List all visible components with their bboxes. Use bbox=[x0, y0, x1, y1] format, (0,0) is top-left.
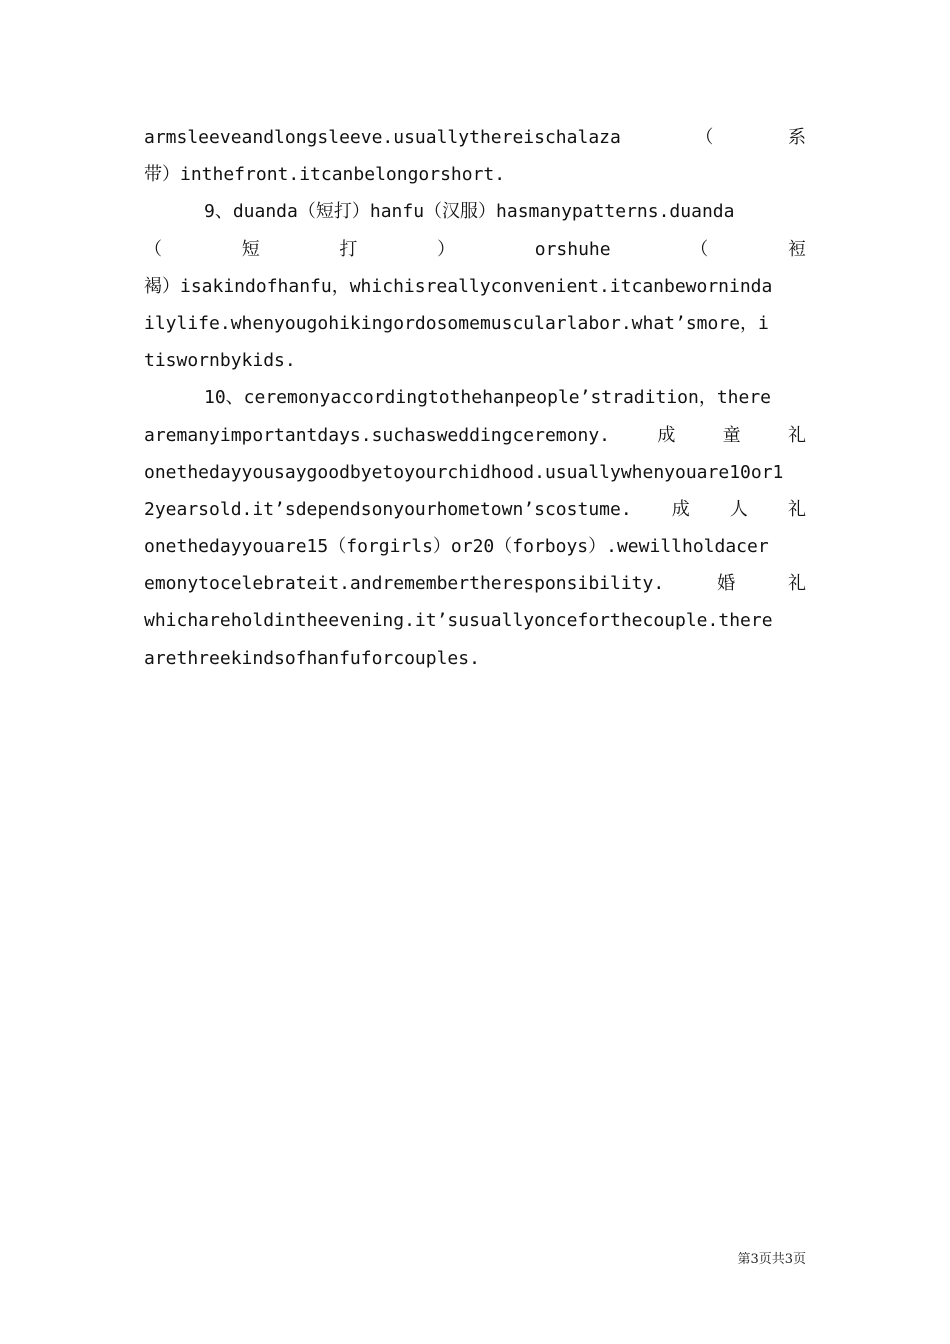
text-line: emonytocelebrateit.andremembertheresponsibility. 婚 礼 bbox=[144, 573, 806, 595]
text-line: 2yearsold.it’sdependsonyourhometown’scostume. 成 人 礼 bbox=[144, 498, 806, 520]
text-line: tiswornbykids. bbox=[144, 350, 296, 372]
text-line: ilylife.whenyougohikingordosomemuscularlabor.what’smore，i bbox=[144, 312, 769, 334]
body-text bbox=[144, 119, 806, 677]
text-line: 褐）isakindofhanfu，whichisreallyconvenient.itcanbeworninda bbox=[144, 275, 773, 297]
paragraph-9-first-line: 9、duanda（短打）hanfu（汉服）hasmanypatterns.duanda bbox=[204, 201, 735, 223]
text-line: onethedayyousaygoodbyetoyourchidhood.usuallywhenyouare10or1 bbox=[144, 461, 784, 483]
text-line: 带）inthefront.itcanbelongorshort. bbox=[144, 164, 506, 186]
text-line: aremanyimportantdays.suchasweddingceremony. 成 童 礼 bbox=[144, 424, 806, 446]
text-line: onethedayyouare15（forgirls）or20（forboys）.wewillholdacer bbox=[144, 536, 769, 558]
text-line: armsleeveandlongsleeve.usuallythereischalaza （ 系 bbox=[144, 127, 806, 148]
text-line: arethreekindsofhanfuforcouples. bbox=[144, 647, 480, 669]
text-line: whichareholdintheevening.it’susuallyonceforthecouple.there bbox=[144, 610, 773, 632]
paragraph-10-first-line: 10、ceremonyaccordingtothehanpeople’stradition，there bbox=[204, 387, 772, 409]
text-line: （ 短 打 ） orshuhe （ 裋 bbox=[144, 238, 806, 260]
page-number-footer: 第3页共3页 bbox=[737, 1252, 806, 1267]
